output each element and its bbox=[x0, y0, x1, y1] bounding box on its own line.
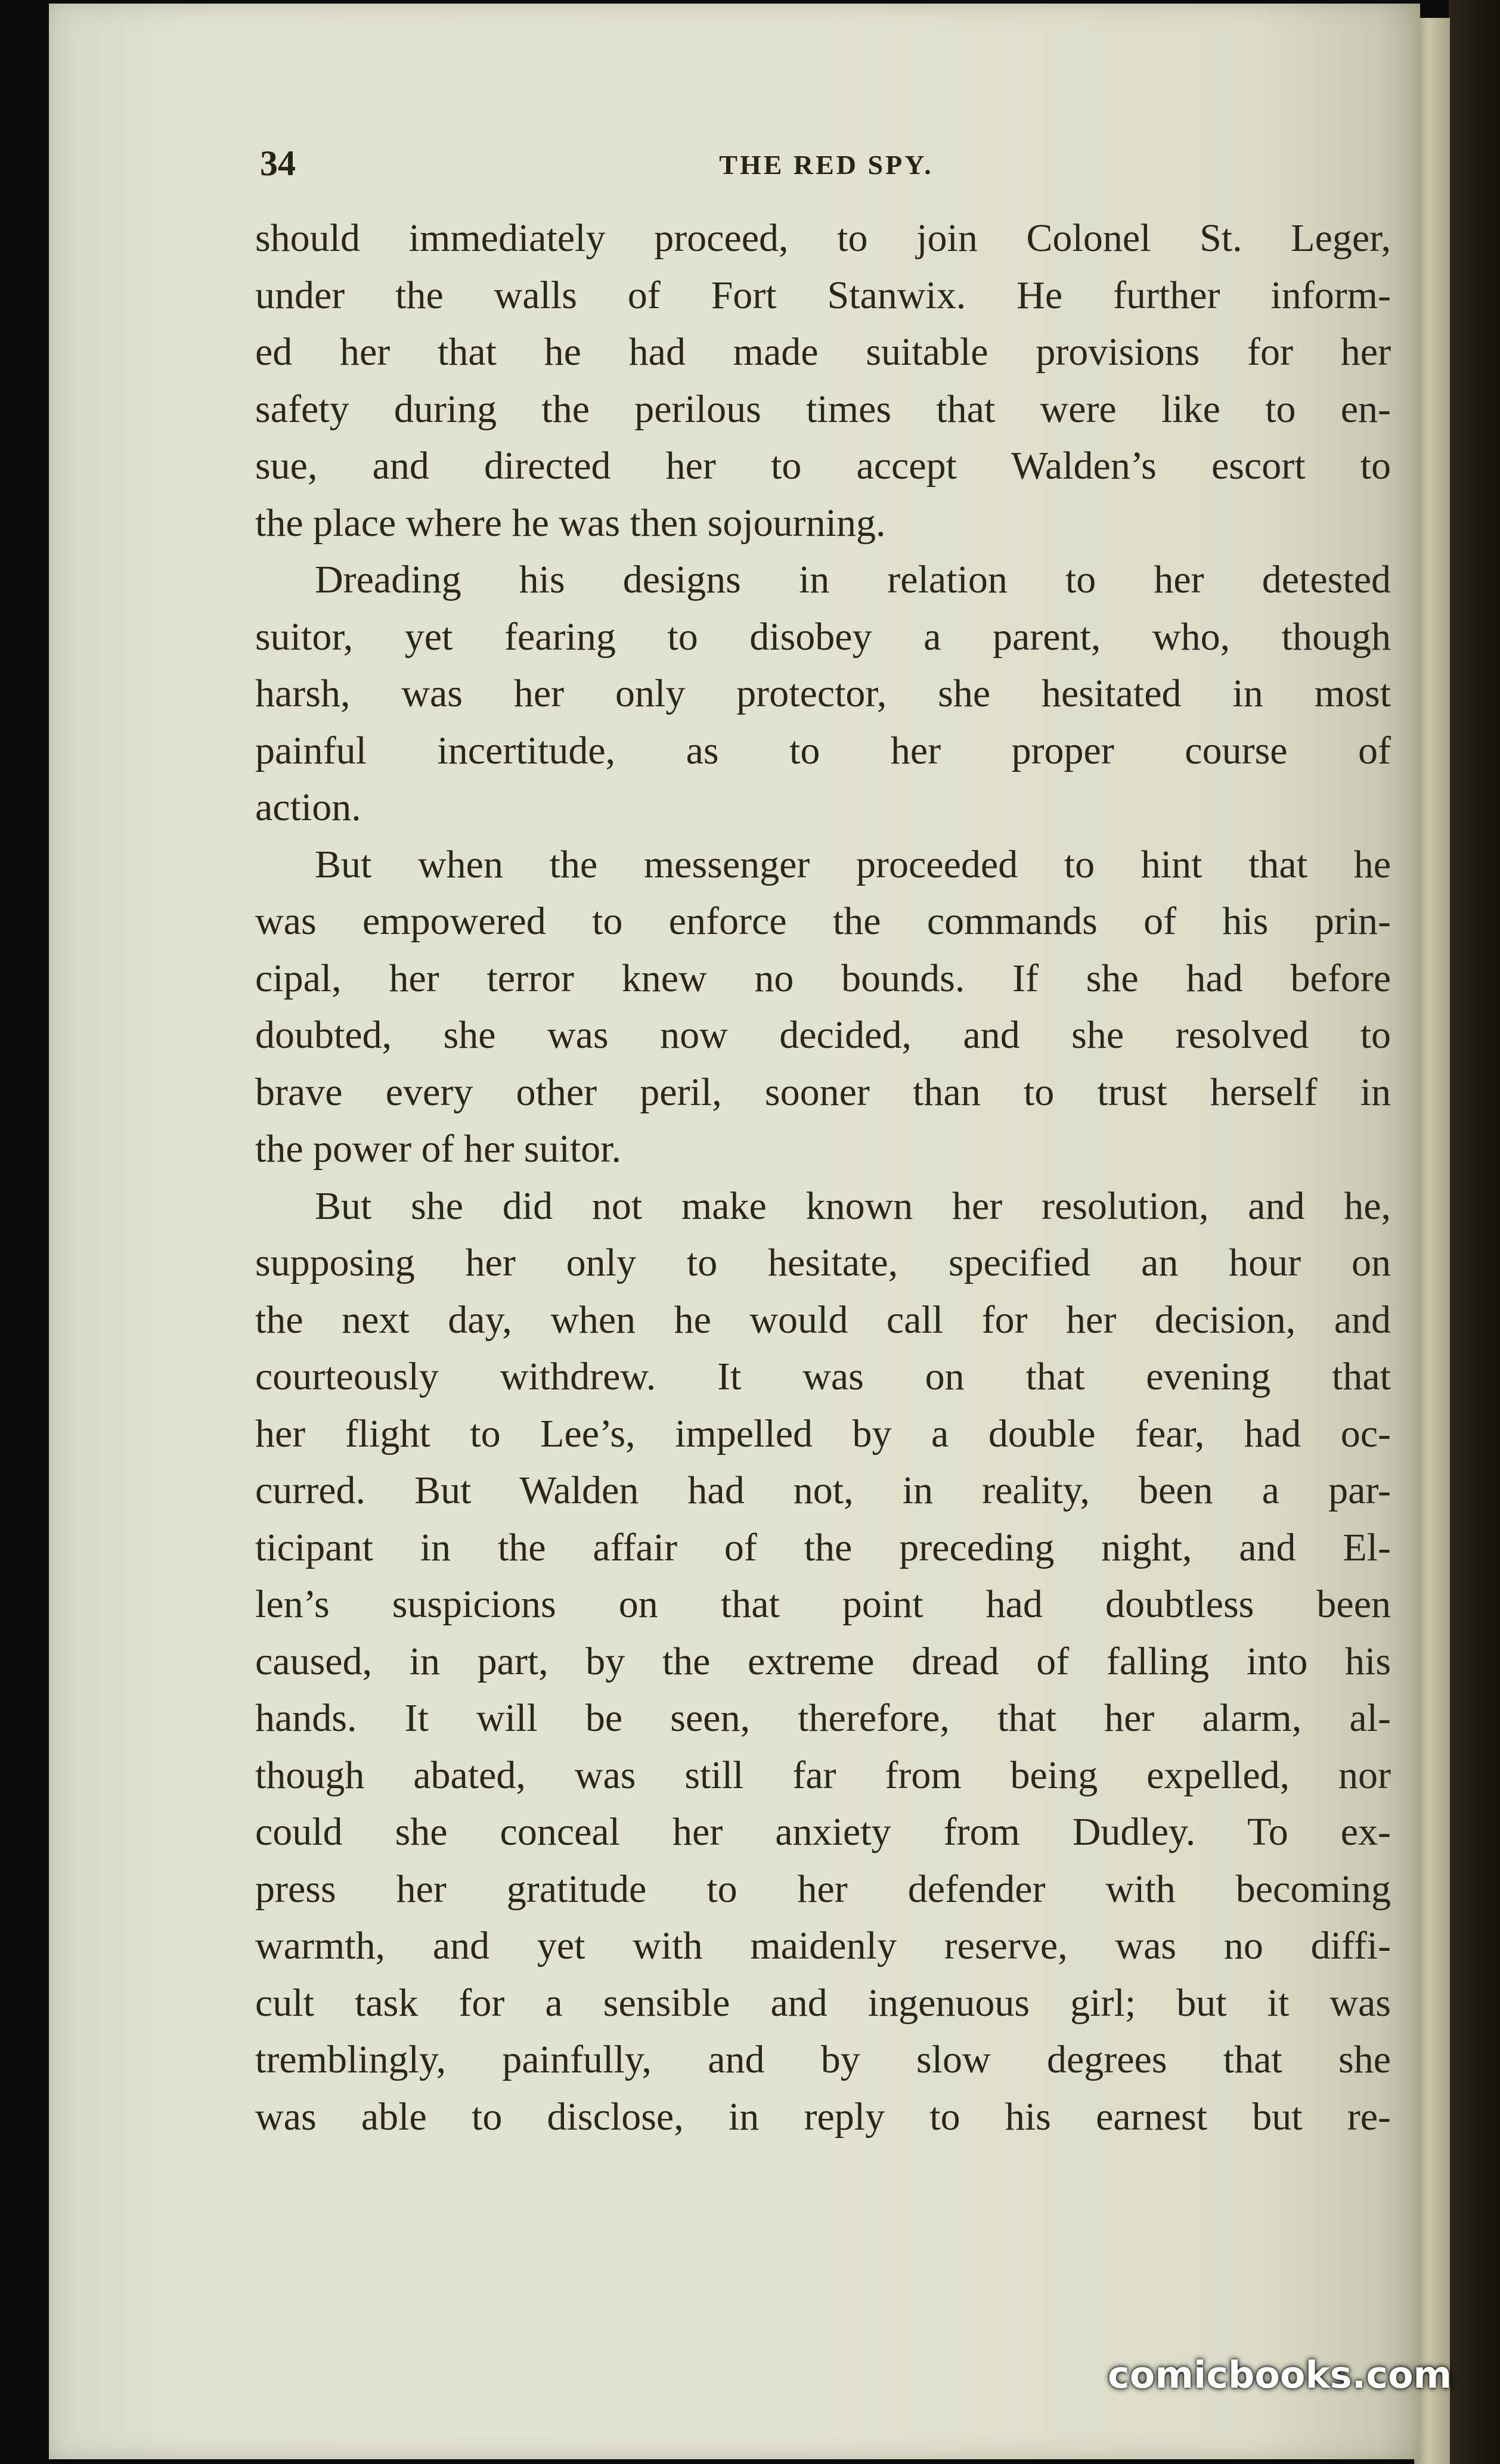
text-line: the next day, when he would call for her decision, and bbox=[255, 1298, 1391, 1342]
text-line: safety during the perilous times that were like to en- bbox=[255, 387, 1391, 431]
running-title: THE RED SPY. bbox=[719, 150, 934, 180]
book-cover-edge bbox=[1449, 0, 1500, 2464]
text-line: ed her that he had made suitable provisions for her bbox=[255, 330, 1391, 374]
text-line: was empowered to enforce the commands of his prin- bbox=[255, 899, 1391, 943]
text-line: curred. But Walden had not, in reality, been a par- bbox=[255, 1469, 1391, 1512]
text-line: courteously withdrew. It was on that evening that bbox=[255, 1355, 1391, 1398]
text-line: hands. It will be seen, therefore, that her alarm, al- bbox=[255, 1696, 1391, 1740]
text-line: harsh, was her only protector, she hesitated in most bbox=[255, 672, 1391, 715]
page-header bbox=[260, 143, 1393, 191]
text-line: But she did not make known her resolution, and he, bbox=[315, 1184, 1391, 1228]
text-line: her flight to Lee’s, impelled by a double fear, had oc- bbox=[255, 1411, 1391, 1456]
text-line: supposing her only to hesitate, specified an hour on bbox=[255, 1241, 1391, 1284]
text-line: was able to disclose, in reply to his earnest but re- bbox=[255, 2094, 1391, 2139]
body-text bbox=[255, 210, 1391, 2145]
text-line: cipal, her terror knew no bounds. If she had before bbox=[255, 956, 1391, 1000]
text-line: brave every other peril, sooner than to trust herself in bbox=[255, 1070, 1391, 1114]
text-line: ticipant in the affair of the preceding night, and El- bbox=[255, 1525, 1391, 1569]
text-line: cult task for a sensible and ingenuous girl; but it was bbox=[255, 1981, 1391, 2025]
text-line: warmth, and yet with maidenly reserve, was no diffi- bbox=[255, 1924, 1391, 1968]
text-line: under the walls of Fort Stanwix. He further inform- bbox=[255, 273, 1391, 317]
text-line: press her gratitude to her defender with becoming bbox=[255, 1867, 1391, 1911]
text-line: action. bbox=[255, 786, 361, 829]
text-line: the place where he was then sojourning. bbox=[255, 501, 886, 545]
text-line: tremblingly, painfully, and by slow degrees that she bbox=[255, 2038, 1391, 2081]
page-number: 34 bbox=[260, 144, 296, 183]
text-line: caused, in part, by the extreme dread of falling into his bbox=[255, 1639, 1391, 1683]
text-line: doubted, she was now decided, and she resolved to bbox=[255, 1013, 1391, 1057]
text-line: Dreading his designs in relation to her detested bbox=[315, 558, 1391, 601]
text-line: suitor, yet fearing to disobey a parent, who, though bbox=[255, 615, 1391, 659]
text-line: the power of her suitor. bbox=[255, 1127, 622, 1171]
site-watermark: comicbooks.com bbox=[1108, 2353, 1452, 2397]
text-line: sue, and directed her to accept Walden’s escort to bbox=[255, 444, 1391, 488]
text-line: But when the messenger proceeded to hint that he bbox=[315, 842, 1391, 886]
text-line: though abated, was still far from being expelled, nor bbox=[255, 1753, 1391, 1797]
text-line: painful incertitude, as to her proper course of bbox=[255, 728, 1391, 772]
text-line: could she conceal her anxiety from Dudley. To ex- bbox=[255, 1810, 1391, 1854]
text-line: should immediately proceed, to join Colonel St. Leger, bbox=[255, 216, 1391, 260]
text-line: len’s suspicions on that point had doubtless been bbox=[255, 1582, 1391, 1626]
